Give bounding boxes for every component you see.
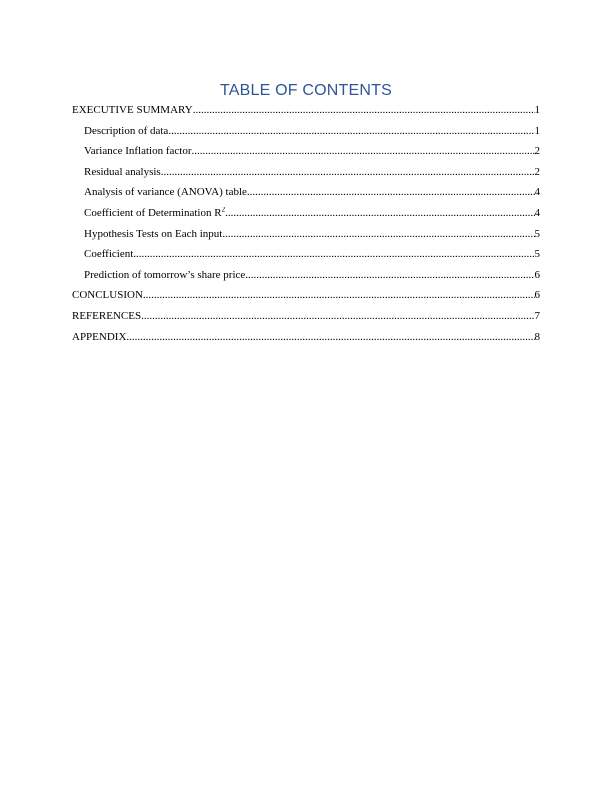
toc-dot-leader bbox=[222, 228, 534, 241]
toc-page-number: 6 bbox=[534, 268, 540, 281]
toc-heading: TABLE OF CONTENTS bbox=[219, 82, 392, 99]
toc-entry-anova-table[interactable] bbox=[72, 186, 540, 207]
toc-entry-coefficient[interactable] bbox=[72, 248, 540, 269]
toc-page-number: 1 bbox=[534, 124, 540, 137]
toc-dot-leader bbox=[245, 269, 534, 282]
toc-entry-label: APPENDIX bbox=[72, 330, 127, 343]
toc-entry-label: Variance Inflation factor bbox=[84, 145, 192, 158]
toc-page-number: 1 bbox=[534, 104, 540, 116]
toc-entry-superscript: 2 bbox=[221, 206, 226, 214]
toc-page-number: 2 bbox=[534, 165, 540, 178]
toc-entry-label: Residual analysis bbox=[84, 165, 161, 178]
toc-dot-leader bbox=[247, 186, 535, 199]
toc-entry-hypothesis-tests[interactable] bbox=[72, 228, 540, 249]
toc-dot-leader bbox=[143, 289, 535, 302]
toc-dot-leader bbox=[133, 248, 534, 261]
toc-entry-label: Analysis of variance (ANOVA) table bbox=[84, 186, 247, 199]
toc-entry-prediction-share-price[interactable] bbox=[72, 269, 540, 290]
toc-dot-leader bbox=[193, 104, 535, 117]
toc-dot-leader bbox=[161, 166, 535, 179]
toc-entry-label-text: Coefficient of Determination R bbox=[84, 206, 222, 219]
toc-page-number: 8 bbox=[534, 330, 540, 343]
toc-entry-label bbox=[84, 207, 225, 220]
toc-page-number: 6 bbox=[534, 289, 540, 302]
toc-page-number: 7 bbox=[534, 309, 540, 322]
toc-entry-coefficient-of-determination[interactable] bbox=[72, 207, 540, 228]
toc-entry-residual-analysis[interactable] bbox=[72, 166, 540, 187]
toc-entry-label: CONCLUSION bbox=[72, 289, 143, 302]
toc-page-number: 4 bbox=[534, 186, 540, 199]
toc-dot-leader bbox=[192, 145, 535, 158]
toc-page-number: 5 bbox=[534, 248, 540, 261]
toc-entry-appendix[interactable] bbox=[72, 331, 540, 352]
table-of-contents bbox=[72, 104, 540, 351]
toc-dot-leader bbox=[126, 331, 534, 344]
toc-entry-label: Description of data bbox=[84, 124, 169, 137]
toc-entry-label: Prediction of tomorrow’s share price bbox=[84, 268, 246, 281]
toc-entry-executive-summary[interactable] bbox=[72, 104, 540, 125]
toc-entry-label: REFERENCES bbox=[72, 309, 142, 322]
toc-page-number: 2 bbox=[534, 145, 540, 158]
toc-entry-references[interactable] bbox=[72, 310, 540, 331]
toc-entry-label: EXECUTIVE SUMMARY bbox=[72, 104, 193, 116]
toc-entry-conclusion[interactable] bbox=[72, 289, 540, 310]
toc-dot-leader bbox=[141, 310, 534, 323]
toc-dot-leader bbox=[225, 207, 534, 220]
toc-entry-description-of-data[interactable] bbox=[72, 125, 540, 146]
toc-entry-label: Coefficient bbox=[84, 248, 134, 261]
toc-page-number: 4 bbox=[534, 206, 540, 219]
toc-entry-label: Hypothesis Tests on Each input bbox=[84, 227, 223, 240]
toc-dot-leader bbox=[168, 125, 534, 138]
toc-entry-variance-inflation-factor[interactable] bbox=[72, 145, 540, 166]
toc-page-number: 5 bbox=[534, 227, 540, 240]
